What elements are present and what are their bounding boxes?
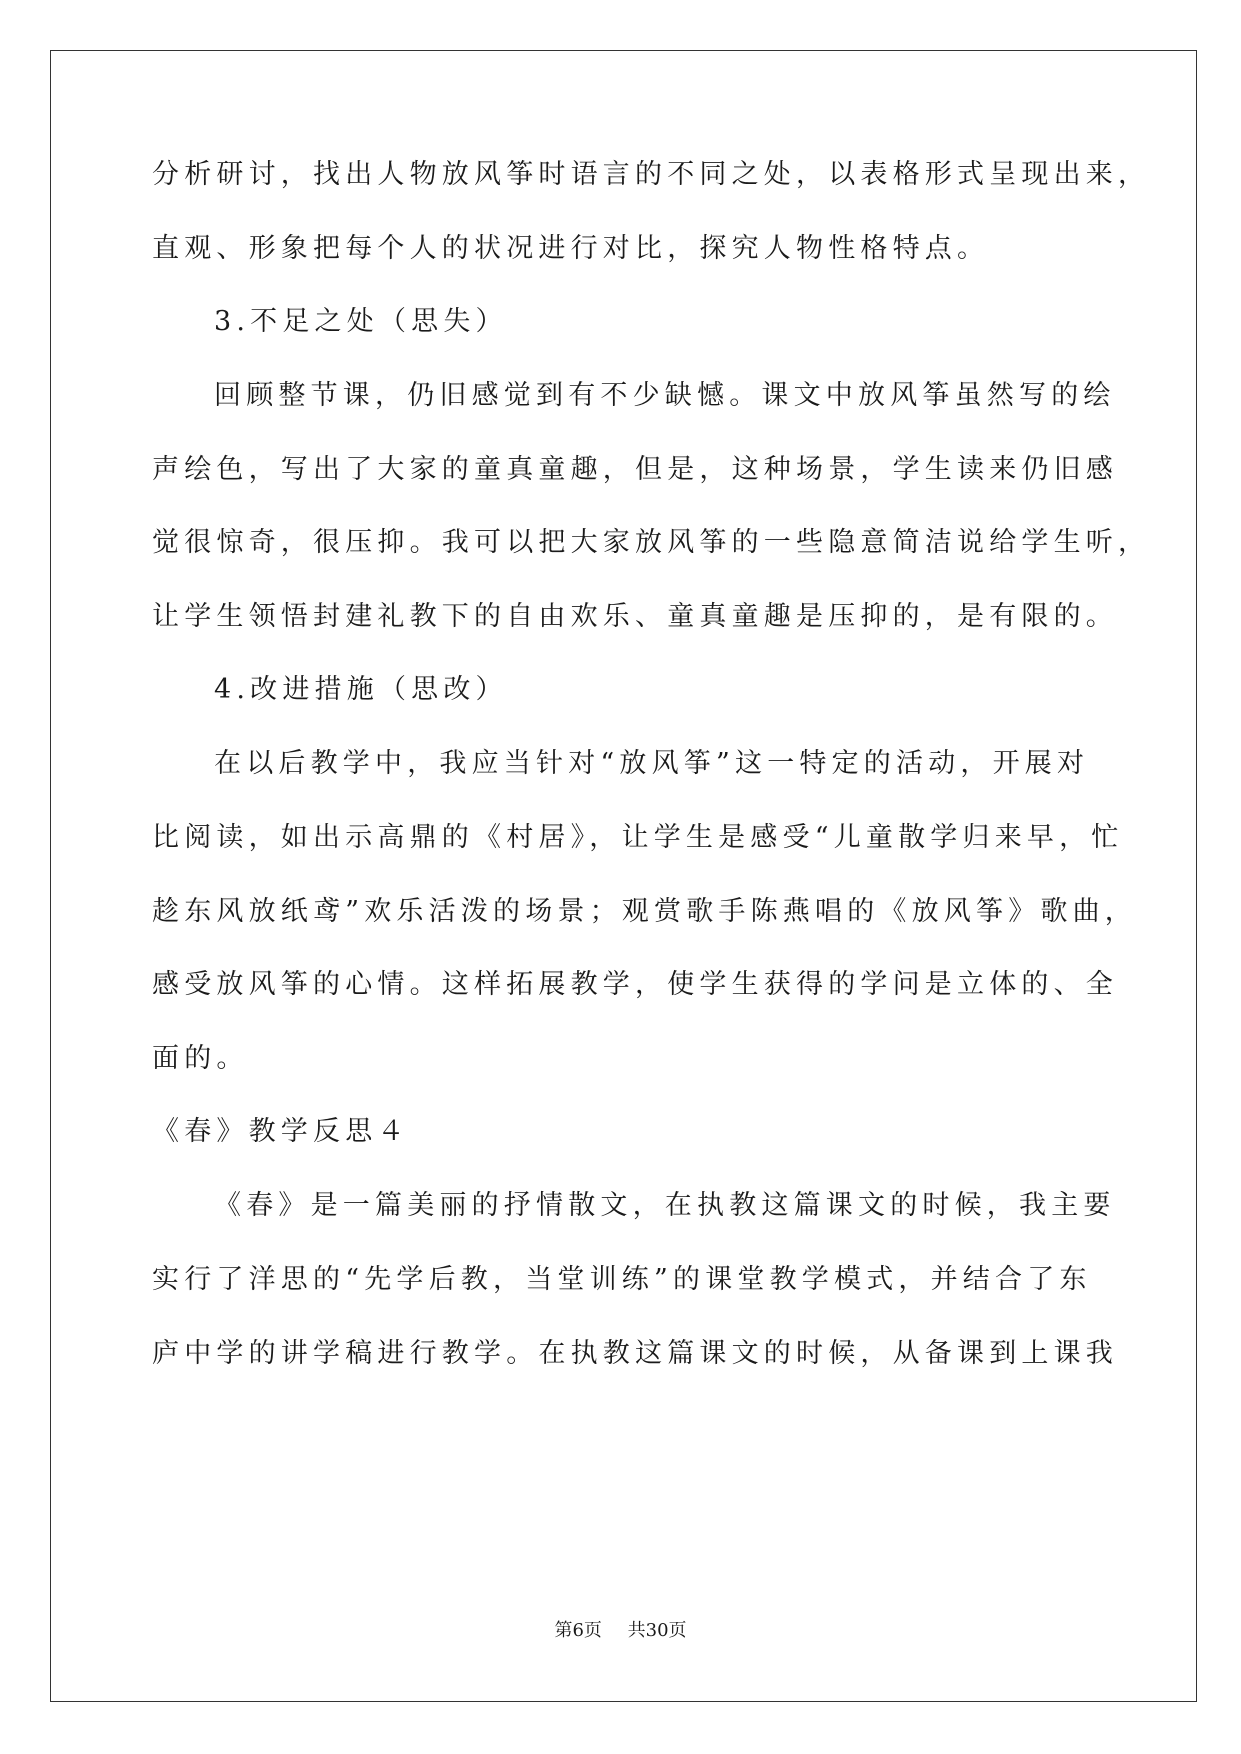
page-border [50,50,1197,1702]
section-heading-3: 3.不足之处（思失） [214,306,508,337]
text-line-17: 庐中学的讲学稿进行教学。在执教这篇课文的时候，从备课到上课我 [152,1338,1118,1369]
text-line-7: 让学生领悟封建礼教下的自由欢乐、童真童趣是压抑的，是有限的。 [152,601,1118,632]
page-footer [0,1616,1241,1642]
text-line-12: 感受放风筝的心情。这样拓展教学，使学生获得的学问是立体的、全 [152,969,1118,1000]
section-heading-4: 4.改进措施（思改） [214,674,508,705]
text-line-10: 比阅读，如出示高鼎的《村居》，让学生是感受“儿童散学归来早，忙 [152,822,1124,853]
text-line-6: 觉很惊奇，很压抑。我可以把大家放风筝的一些隐意简洁说给学生听， [152,527,1151,558]
text-line-1: 分析研讨，找出人物放风筝时语言的不同之处，以表格形式呈现出来， [152,159,1151,190]
text-line-13: 面的。 [152,1043,249,1074]
current-page-label: 第6页 [554,1620,602,1641]
article-title: 《春》教学反思４ [152,1116,410,1147]
text-line-11: 趁东风放纸鸢”欢乐活泼的场景；观赏歌手陈燕唱的《放风筝》歌曲， [152,896,1138,927]
total-pages-label: 共30页 [627,1620,687,1641]
text-line-5: 声绘色，写出了大家的童真童趣，但是，这种场景，学生读来仍旧感 [152,454,1118,485]
text-line-9: 在以后教学中，我应当针对“放风筝”这一特定的活动，开展对 [214,748,1090,779]
text-line-15: 《春》是一篇美丽的抒情散文，在执教这篇课文的时候，我主要 [214,1190,1116,1221]
text-line-2: 直观、形象把每个人的状况进行对比，探究人物性格特点。 [152,233,990,264]
text-line-16: 实行了洋思的“先学后教，当堂训练”的课堂教学模式，并结合了东 [152,1264,1092,1295]
text-line-4: 回顾整节课，仍旧感觉到有不少缺憾。课文中放风筝虽然写的绘 [214,380,1116,411]
